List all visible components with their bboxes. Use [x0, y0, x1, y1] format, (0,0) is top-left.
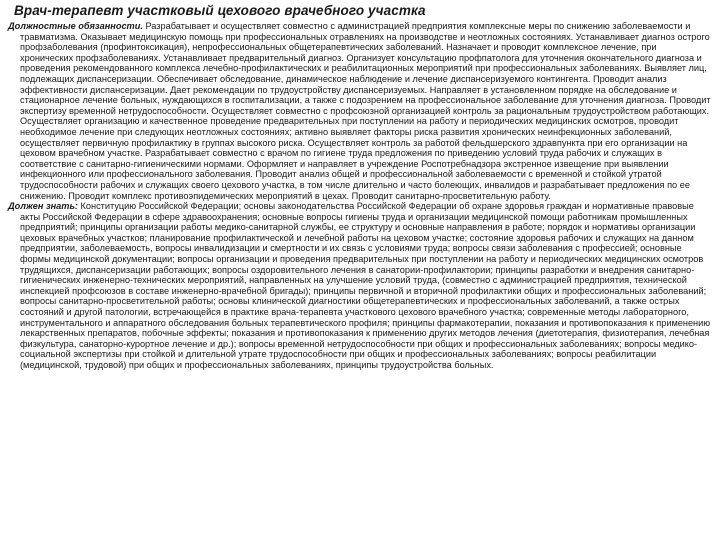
duties-label: Должностные обязанности. — [8, 21, 143, 31]
page-title: Врач-терапевт участковый цехового врачебного участка — [14, 3, 426, 18]
knowledge-label: Должен знать: — [8, 201, 78, 212]
duties-text: Разрабатывает и осуществляет совместно с администрацией предприятия комплексные меры по снижению заболеваемости и травматизма. Оказывает медицинскую помощь при профессиональных отравлениях на производстве и неотложных состояниях. Устанавливает диагноз острого профзаболевания (профинтоксикация), непрофессиональных общетерапевтических заболеваний. Назначает и проводит комплексное лечение, при хронических профзаболеваниях. Устанавливает предварительный диагноз. Организует консультацию профпатолога для уточнения окончательного диагноза и проведения рекомендованного комплекса лечебно-профилактических и реабилитационных мероприятий при профессиональных заболеваниях. Выявляет лиц, подлежащих диспансеризации. Обеспечивает обследование, динамическое наблюдение и лечение диспансеризуемого контингента. Проводит анализ эффективности диспансеризации. Дает рекомендации по трудоустройству диспансеризуемых. Направляет в установленном порядке на обследование и стационарное лечение больных, нуждающихся в госпитализации, а также с подозрением на профессиональное заболевание для уточнения диагноза. Проводит экспертизу временной нетрудоспособности. Осуществляет совместно с профсоюзной организацией контроль за рациональным трудоустройством работающих. Осуществляет организацию и качественное проведение предварительных при поступлении на работу и периодических медицинских осмотров, проводит необходимое лечение при следующих неотложных состояниях; активно выявляет факторы риска развития хронических неинфекционных заболеваний, осуществляет первичную профилактику в группах высокого риска. Осуществляет контроль за работой фельдшерского здравпункта при его организации на цеховом врачебном участке. Разрабатывает совместно с врачом по гигиене труда предложения по приведению условий труда рабочих и служащих в соответствие с санитарно-гигиеническими нормами. Оформляет и направляет в учреждение Роспотребнадзора экстренное извещение при выявлении инфекционного или профессионального заболевания. Проводит анализ общей и профессиональной заболеваемости с временной и стойкой утратой трудоспособности рабочих и служащих своего цехового участка, в том числе длительно и часто болеющих, инвалидов и разрабатывает предложения по ее снижению. Проводит комплекс противоэпидемических мероприятий в цехах. Проводит санитарно-просветительную работу. — [20, 21, 711, 201]
knowledge-text: Конституцию Российской Федерации; основы законодательства Российской Федерации об охране здоровья граждан и нормативные правовые акты Российской Федерации в сфере здравоохранения; основные вопросы гигиены труда и организации медицинской помощи работникам промышленных предприятий; принципы организации работы медико-санитарной службы, ее структуру и основные направления в работе; порядок и нормативы организации цеховых врачебных участков; планирование профилактической и лечебной работы на цеховом участке; состояние здоровья рабочих и служащих на данном предприятии, заболеваемость, вопросы инвалидизации и смертности и их связь с условиями труда; вопросы связи заболевания с профессией; основные формы медицинской документации; вопросы организации и проведения предварительных при поступлении на работу и периодических медицинских осмотров трудящихся, диспансеризации работающих; вопросы оздоровительного лечения в санатории-профилактории; принципы разработки и внедрения санитарно-гигиенических инженерно-технических мероприятий, направленных на улучшение условий труда, (совместно с администрацией предприятия, технической инспекцией профсоюзов в составе инженерно-врачебной бригады); принципы первичной и вторичной профилактики общих и профессиональных заболеваний; вопросы санитарно-просветительной работы; основы клинической диагностики общетерапевтических и профессиональных заболеваний, а также острых состояний и другой патологии, встречающейся в практике врача-терапевта участкового цехового врачебного участка; современные методы лабораторного, инструментального и аппаратного обследования больных терапевтического профиля; принципы фармакотерапии, показания и противопоказания к применению лекарственных препаратов, побочные эффекты; показания и противопоказания к применению других методов лечения (диетотерапия, физиотерапия, лечебная физкультура, санаторно-курортное лечение и др.); вопросы временной нетрудоспособности при общих и профессиональных заболеваниях; вопросы медико-социальной экспертизы при стойкой и длительной утрате трудоспособности при общих и профессиональных заболеваниях; вопросы реабилитации (медицинской, трудовой) при общих и профессиональных заболеваниях, принципы трудоустройства больных. — [20, 201, 711, 370]
knowledge-section — [6, 201, 712, 371]
duties-section — [6, 21, 712, 201]
